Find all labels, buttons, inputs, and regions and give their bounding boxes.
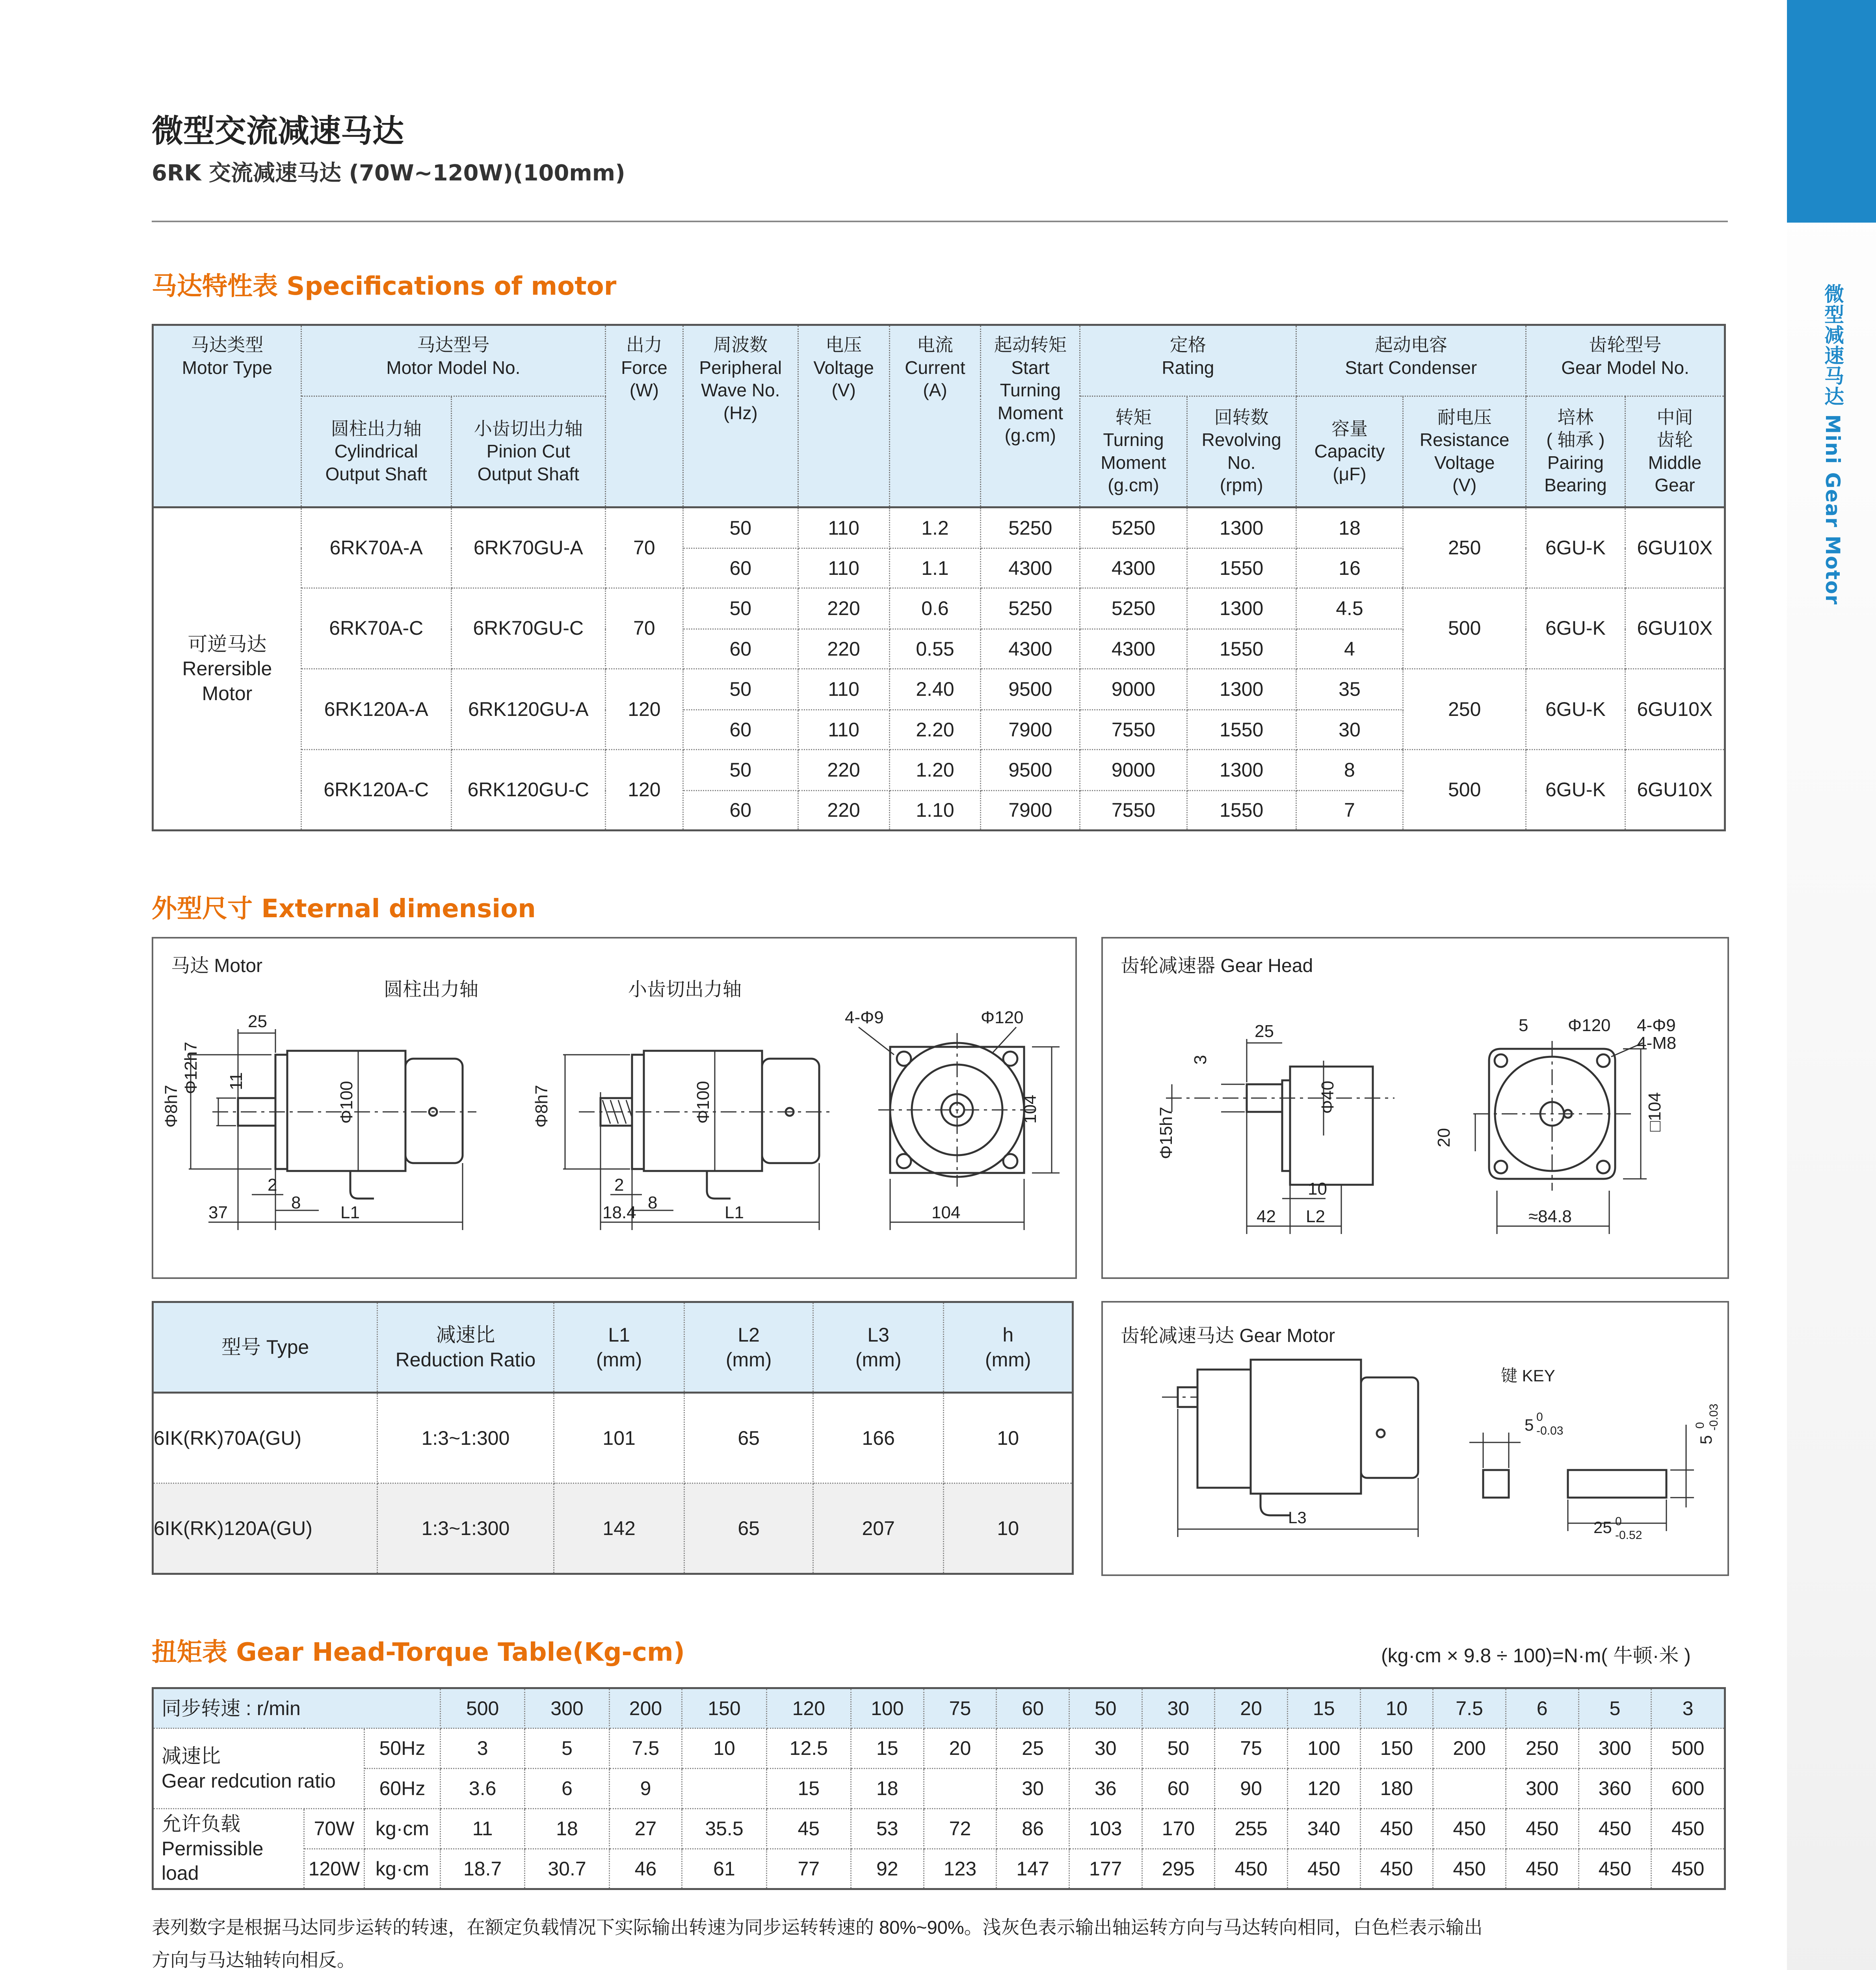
cyl-model: 6RK120A-C xyxy=(301,749,451,830)
pinion-model: 6RK120GU-A xyxy=(451,669,605,749)
hdr-motor-model: 马达型号 Motor Model No. xyxy=(301,325,605,396)
spec-cell: 220 xyxy=(798,629,889,669)
spec-cell: 1300 xyxy=(1187,749,1296,791)
ratio-50-cell: 12.5 xyxy=(766,1728,851,1769)
speed-label: 同步转速 : r/min xyxy=(153,1688,441,1728)
key-h-tol: -0.03 xyxy=(1707,1403,1720,1431)
resistance-voltage: 250 xyxy=(1403,507,1526,588)
note-cn-1: 表列数字是根据马达同步运转的转速，在额定负载情况下实际输出转速为同步运转转速的 80%~90%。浅灰色表示输出轴运转方向与马达转向相同，白色栏表示输出 xyxy=(152,1917,1483,1938)
ratio-60-cell: 120 xyxy=(1287,1769,1360,1809)
spec-cell: 110 xyxy=(798,669,889,710)
dim-phi8-b: Φ8h7 xyxy=(532,1085,551,1128)
dim-18-4: 18.4 xyxy=(602,1203,636,1222)
key-w-zero: 0 xyxy=(1536,1411,1543,1424)
speed-cell: 75 xyxy=(924,1688,997,1728)
hdr-condenser: 起动电容 Start Condenser xyxy=(1296,325,1526,396)
load-70-cell: 450 xyxy=(1360,1809,1433,1849)
spec-cell: 4.5 xyxy=(1296,588,1403,629)
ratio-50-cell: 50 xyxy=(1142,1728,1215,1769)
load-120-cell: 123 xyxy=(924,1849,997,1889)
spec-cell: 1.20 xyxy=(889,749,981,791)
spec-cell: 8 xyxy=(1296,749,1403,791)
dim-phi12: Φ12h7 xyxy=(181,1042,201,1094)
ratio-50-cell: 20 xyxy=(924,1728,997,1769)
key-l-tol: -0.52 xyxy=(1615,1529,1642,1542)
load-120-cell: 30.7 xyxy=(525,1849,609,1889)
key-l: 25 xyxy=(1593,1518,1612,1537)
key-h-zero: 0 xyxy=(1694,1422,1707,1429)
spec-cell: 1550 xyxy=(1187,791,1296,831)
load-70-cell: 18 xyxy=(525,1809,609,1849)
ratio-type: 6IK(RK)120A(GU) xyxy=(153,1483,377,1574)
key-w-tol: -0.03 xyxy=(1536,1424,1564,1437)
spec-cell: 5250 xyxy=(1080,588,1187,629)
spec-cell: 60 xyxy=(683,548,798,588)
table-row xyxy=(153,1769,1725,1809)
hdr-turning-moment: 转矩 Turning Moment (g.cm) xyxy=(1080,396,1187,507)
speed-cell: 200 xyxy=(609,1688,682,1728)
spec-cell: 220 xyxy=(798,588,889,629)
gh-dim-25: 25 xyxy=(1255,1022,1274,1041)
spec-cell: 5250 xyxy=(1080,507,1187,548)
gh-dim-10: 10 xyxy=(1308,1179,1327,1199)
spec-cell: 0.55 xyxy=(889,629,981,669)
spec-cell: 5250 xyxy=(981,507,1080,548)
spec-cell: 7550 xyxy=(1080,791,1187,831)
load-120-cell: 61 xyxy=(682,1849,766,1889)
hdr-middle: 中间 齿轮 Middle Gear xyxy=(1625,396,1725,507)
spec-cell: 60 xyxy=(683,710,798,750)
ratio-50-cell: 15 xyxy=(851,1728,924,1769)
load-120w: 120W xyxy=(304,1849,364,1889)
hdr-start-torque: 起动转矩 Start Turning Moment (g.cm) xyxy=(981,325,1080,507)
middle-gear: 6GU10X xyxy=(1625,749,1725,830)
cyl-shaft-title: 圆柱出力轴 xyxy=(384,979,479,1000)
ratio-hdr-l2: L2 (mm) xyxy=(684,1302,813,1393)
ratio-50-cell: 500 xyxy=(1651,1728,1725,1769)
gear-motor-drawing-panel xyxy=(1101,1301,1729,1576)
dim-8: 8 xyxy=(291,1193,301,1212)
load-120-cell: 18.7 xyxy=(441,1849,525,1889)
motor-drawing xyxy=(153,939,1075,1277)
hz-60: 60Hz xyxy=(364,1769,441,1809)
spec-cell: 50 xyxy=(683,588,798,629)
spec-cell: 1.10 xyxy=(889,791,981,831)
load-120-cell: 147 xyxy=(997,1849,1069,1889)
load-120-cell: 46 xyxy=(609,1849,682,1889)
load-70-cell: 72 xyxy=(924,1809,997,1849)
load-70-cell: 450 xyxy=(1651,1809,1725,1849)
gm-dim-L3: L3 xyxy=(1288,1508,1307,1527)
ratio-cell: 207 xyxy=(813,1483,944,1574)
table-row xyxy=(153,507,1725,548)
pinion-model: 6RK120GU-C xyxy=(451,749,605,830)
ratio-50-cell: 3 xyxy=(441,1728,525,1769)
resistance-voltage: 500 xyxy=(1403,749,1526,830)
ratio-60-cell: 6 xyxy=(525,1769,609,1809)
spec-cell: 220 xyxy=(798,791,889,831)
speed-cell: 100 xyxy=(851,1688,924,1728)
gh-dim-holes: 4-Φ9 xyxy=(1637,1016,1676,1035)
spec-cell: 4 xyxy=(1296,629,1403,669)
speed-cell: 20 xyxy=(1215,1688,1288,1728)
table-row xyxy=(153,1688,1725,1728)
key-h: 5 xyxy=(1697,1435,1715,1444)
spec-cell: 4300 xyxy=(981,548,1080,588)
gh-dim-42: 42 xyxy=(1257,1207,1276,1226)
spec-cell: 2.40 xyxy=(889,669,981,710)
key-l-zero: 0 xyxy=(1615,1515,1622,1528)
spec-cell: 16 xyxy=(1296,548,1403,588)
load-120-cell: 450 xyxy=(1287,1849,1360,1889)
load-120-cell: 450 xyxy=(1579,1849,1651,1889)
spec-cell: 60 xyxy=(683,791,798,831)
ratio-60-cell: 15 xyxy=(766,1769,851,1809)
dim-37: 37 xyxy=(208,1203,228,1222)
side-label xyxy=(1787,284,1876,638)
hdr-voltage: 电压 Voltage (V) xyxy=(798,325,889,507)
speed-cell: 7.5 xyxy=(1433,1688,1506,1728)
load-120-cell: 295 xyxy=(1142,1849,1215,1889)
pinion-model: 6RK70GU-C xyxy=(451,588,605,669)
spec-cell: 220 xyxy=(798,749,889,791)
table-row xyxy=(153,1849,1725,1889)
spec-cell: 110 xyxy=(798,507,889,548)
gh-dim-phi120: Φ120 xyxy=(1568,1016,1611,1035)
gh-dim-m8: 4-M8 xyxy=(1637,1033,1677,1053)
spec-cell: 2.20 xyxy=(889,710,981,750)
ratio-type: 6IK(RK)70A(GU) xyxy=(153,1393,377,1483)
page-subtitle: 6RK 交流减速马达 (70W~120W)(100mm) xyxy=(152,160,625,186)
header-divider xyxy=(152,221,1728,222)
hdr-force: 出力 Force (W) xyxy=(605,325,683,507)
hdr-resistance: 耐电压 Resistance Voltage (V) xyxy=(1403,396,1526,507)
dim-L1-b: L1 xyxy=(725,1203,744,1222)
load-120-cell: 177 xyxy=(1069,1849,1142,1889)
resistance-voltage: 500 xyxy=(1403,588,1526,669)
key-w: 5 xyxy=(1525,1416,1534,1434)
load-70-cell: 53 xyxy=(851,1809,924,1849)
middle-gear: 6GU10X xyxy=(1625,669,1725,749)
gear-motor-panel-label: 齿轮减速马达 Gear Motor xyxy=(1121,1325,1335,1346)
spec-cell: 4300 xyxy=(1080,629,1187,669)
speed-cell: 15 xyxy=(1287,1688,1360,1728)
table-row xyxy=(153,1809,1725,1849)
load-70-cell: 86 xyxy=(997,1809,1069,1849)
spec-cell: 9500 xyxy=(981,669,1080,710)
hdr-cyl-shaft: 圆柱出力轴 Cylindrical Output Shaft xyxy=(301,396,451,507)
load-unit: kg·cm xyxy=(364,1849,441,1889)
spec-cell: 1300 xyxy=(1187,588,1296,629)
spec-cell: 0.6 xyxy=(889,588,981,629)
hdr-wave: 周波数 Peripheral Wave No. (Hz) xyxy=(683,325,798,507)
speed-cell: 30 xyxy=(1142,1688,1215,1728)
hz-50: 50Hz xyxy=(364,1728,441,1769)
gear-motor-drawing xyxy=(1103,1303,1727,1574)
speed-cell: 120 xyxy=(766,1688,851,1728)
load-70-cell: 170 xyxy=(1142,1809,1215,1849)
specs-table xyxy=(152,324,1726,831)
dim-2: 2 xyxy=(268,1175,277,1195)
dim-11: 11 xyxy=(227,1072,246,1090)
table-row xyxy=(153,1483,1073,1574)
ratio-cell: 10 xyxy=(944,1483,1073,1574)
ratio-50-cell: 250 xyxy=(1506,1728,1579,1769)
pinion-model: 6RK70GU-A xyxy=(451,507,605,588)
ratio-60-cell: 60 xyxy=(1142,1769,1215,1809)
reduction-ratio-table xyxy=(152,1301,1074,1575)
pairing-bearing: 6GU-K xyxy=(1526,507,1625,588)
load-120-cell: 77 xyxy=(766,1849,851,1889)
ratio-60-cell: 30 xyxy=(997,1769,1069,1809)
gh-dim-sq104: □104 xyxy=(1645,1092,1664,1132)
ratio-50-cell: 25 xyxy=(997,1728,1069,1769)
ratio-60-cell: 18 xyxy=(851,1769,924,1809)
ratio-50-cell: 300 xyxy=(1579,1728,1651,1769)
gh-dim-3: 3 xyxy=(1191,1055,1210,1065)
load-70-cell: 340 xyxy=(1287,1809,1360,1849)
speed-cell: 10 xyxy=(1360,1688,1433,1728)
ratio-60-cell: 36 xyxy=(1069,1769,1142,1809)
torque-heading: 扭矩表 Gear Head-Torque Table(Kg-cm) xyxy=(152,1638,685,1667)
ratio-50-cell: 7.5 xyxy=(609,1728,682,1769)
torque-formula: (kg·cm × 9.8 ÷ 100)=N·m( 牛顿·米 ) xyxy=(1381,1645,1691,1667)
load-70-cell: 255 xyxy=(1215,1809,1288,1849)
ratio-cell: 1:3~1:300 xyxy=(377,1483,554,1574)
motor-panel-label: 马达 Motor xyxy=(171,955,263,976)
cyl-model: 6RK70A-A xyxy=(301,507,451,588)
cyl-model: 6RK120A-A xyxy=(301,669,451,749)
spec-cell: 7550 xyxy=(1080,710,1187,750)
key-label: 键 KEY xyxy=(1501,1366,1555,1385)
ratio-cell: 10 xyxy=(944,1393,1073,1483)
dim-holes: 4-Φ9 xyxy=(845,1008,884,1027)
table-row xyxy=(153,1393,1073,1483)
speed-cell: 300 xyxy=(525,1688,609,1728)
spec-cell: 7900 xyxy=(981,791,1080,831)
ratio-cell: 142 xyxy=(554,1483,684,1574)
motor-drawing-panel xyxy=(152,937,1077,1279)
load-120-cell: 450 xyxy=(1360,1849,1433,1889)
load-70-cell: 45 xyxy=(766,1809,851,1849)
spec-cell: 30 xyxy=(1296,710,1403,750)
speed-cell: 5 xyxy=(1579,1688,1651,1728)
force: 120 xyxy=(605,669,683,749)
ratio-hdr-type: 型号 Type xyxy=(153,1302,377,1393)
dim-phi8: Φ8h7 xyxy=(162,1085,181,1128)
hdr-gear-model: 齿轮型号 Gear Model No. xyxy=(1526,325,1725,396)
ratio-60-cell: 3.6 xyxy=(441,1769,525,1809)
ratio-50-cell: 100 xyxy=(1287,1728,1360,1769)
spec-cell: 9000 xyxy=(1080,749,1187,791)
ratio-hdr-l1: L1 (mm) xyxy=(554,1302,684,1393)
hdr-capacity: 容量 Capacity (μF) xyxy=(1296,396,1403,507)
load-label: 允许负载 Permissible load xyxy=(153,1809,304,1889)
hdr-revolving: 回转数 Revolving No. (rpm) xyxy=(1187,396,1296,507)
load-70-cell: 27 xyxy=(609,1809,682,1849)
load-120-cell: 450 xyxy=(1215,1849,1288,1889)
ratio-cell: 101 xyxy=(554,1393,684,1483)
spec-cell: 1.2 xyxy=(889,507,981,548)
page-title: 微型交流减速马达 xyxy=(152,113,404,149)
ratio-cell: 166 xyxy=(813,1393,944,1483)
load-120-cell: 450 xyxy=(1506,1849,1579,1889)
dim-L1-a: L1 xyxy=(340,1203,360,1222)
dim-104-v: 104 xyxy=(1021,1095,1040,1124)
force: 70 xyxy=(605,507,683,588)
side-label-text: 微型减速马达 Mini Gear Motor xyxy=(1821,284,1844,606)
speed-cell: 3 xyxy=(1651,1688,1725,1728)
pairing-bearing: 6GU-K xyxy=(1526,588,1625,669)
spec-cell: 1550 xyxy=(1187,710,1296,750)
spec-cell: 110 xyxy=(798,710,889,750)
ratio-60-cell: 600 xyxy=(1651,1769,1725,1809)
dim-2-b: 2 xyxy=(614,1175,624,1195)
cyl-model: 6RK70A-C xyxy=(301,588,451,669)
ratio-cell: 65 xyxy=(684,1483,813,1574)
load-70w: 70W xyxy=(304,1809,364,1849)
dim-phi100: Φ100 xyxy=(337,1081,356,1124)
spec-cell: 1300 xyxy=(1187,507,1296,548)
spec-cell: 7900 xyxy=(981,710,1080,750)
spec-cell: 110 xyxy=(798,548,889,588)
torque-table xyxy=(152,1687,1726,1890)
dimension-heading: 外型尺寸 External dimension xyxy=(152,894,536,924)
pairing-bearing: 6GU-K xyxy=(1526,749,1625,830)
spec-cell: 50 xyxy=(683,669,798,710)
dim-phi120: Φ120 xyxy=(981,1008,1024,1027)
pairing-bearing: 6GU-K xyxy=(1526,669,1625,749)
spec-cell: 4300 xyxy=(981,629,1080,669)
ratio-60-cell: 180 xyxy=(1360,1769,1433,1809)
force: 70 xyxy=(605,588,683,669)
ratio-50-cell: 150 xyxy=(1360,1728,1433,1769)
ratio-50-cell: 30 xyxy=(1069,1728,1142,1769)
hdr-rating: 定格 Rating xyxy=(1080,325,1296,396)
spec-cell: 1550 xyxy=(1187,629,1296,669)
load-70-cell: 35.5 xyxy=(682,1809,766,1849)
ratio-50-cell: 75 xyxy=(1215,1728,1288,1769)
spec-cell: 1300 xyxy=(1187,669,1296,710)
load-unit: kg·cm xyxy=(364,1809,441,1849)
force: 120 xyxy=(605,749,683,830)
spec-cell: 50 xyxy=(683,507,798,548)
hdr-pairing: 培林 ( 轴承 ) Pairing Bearing xyxy=(1526,396,1625,507)
dim-phi100-b: Φ100 xyxy=(694,1081,713,1124)
dim-25: 25 xyxy=(248,1012,267,1031)
ratio-cell: 65 xyxy=(684,1393,813,1483)
pinion-shaft-title: 小齿切出力轴 xyxy=(628,979,742,1000)
ratio-60-cell: 90 xyxy=(1215,1769,1288,1809)
side-tab xyxy=(1787,0,1876,223)
speed-cell: 150 xyxy=(682,1688,766,1728)
spec-cell: 18 xyxy=(1296,507,1403,548)
spec-cell: 9500 xyxy=(981,749,1080,791)
gh-dim-20: 20 xyxy=(1434,1128,1454,1147)
ratio-50-cell: 10 xyxy=(682,1728,766,1769)
gh-dim-5: 5 xyxy=(1519,1016,1528,1035)
spec-cell: 1.1 xyxy=(889,548,981,588)
hdr-current: 电流 Current (A) xyxy=(889,325,981,507)
speed-cell: 6 xyxy=(1506,1688,1579,1728)
speed-cell: 60 xyxy=(997,1688,1069,1728)
gh-dim-L2: L2 xyxy=(1306,1207,1325,1226)
spec-cell: 5250 xyxy=(981,588,1080,629)
load-70-cell: 103 xyxy=(1069,1809,1142,1849)
ratio-60-cell: 300 xyxy=(1506,1769,1579,1809)
spec-cell: 4300 xyxy=(1080,548,1187,588)
gh-dim-phi40: Φ40 xyxy=(1318,1080,1337,1114)
gear-head-drawing-panel xyxy=(1101,937,1729,1279)
dim-8-b: 8 xyxy=(648,1193,658,1212)
load-70-cell: 450 xyxy=(1433,1809,1506,1849)
resistance-voltage: 250 xyxy=(1403,669,1526,749)
gear-head-panel-label: 齿轮减速器 Gear Head xyxy=(1121,955,1313,976)
ratio-60-cell: 9 xyxy=(609,1769,682,1809)
ratio-60-cell: 360 xyxy=(1579,1769,1651,1809)
load-120-cell: 450 xyxy=(1651,1849,1725,1889)
spec-cell: 35 xyxy=(1296,669,1403,710)
note-cn-2: 方向与马达轴转向相反。 xyxy=(152,1950,355,1970)
load-120-cell: 92 xyxy=(851,1849,924,1889)
ratio-50-cell: 200 xyxy=(1433,1728,1506,1769)
spec-cell: 50 xyxy=(683,749,798,791)
speed-cell: 500 xyxy=(441,1688,525,1728)
spec-cell: 7 xyxy=(1296,791,1403,831)
load-70-cell: 450 xyxy=(1506,1809,1579,1849)
table-row xyxy=(153,1728,1725,1769)
ratio-cell: 1:3~1:300 xyxy=(377,1393,554,1483)
spec-cell: 60 xyxy=(683,629,798,669)
dim-104-h: 104 xyxy=(931,1203,961,1222)
ratio-hdr-ratio: 减速比 Reduction Ratio xyxy=(377,1302,554,1393)
middle-gear: 6GU10X xyxy=(1625,588,1725,669)
ratio-hdr-l3: L3 (mm) xyxy=(813,1302,944,1393)
speed-cell: 50 xyxy=(1069,1688,1142,1728)
ratio-hdr-h: h (mm) xyxy=(944,1302,1073,1393)
gh-dim-phi15: Φ15h7 xyxy=(1156,1107,1176,1159)
hdr-motor-type: 马达类型 Motor Type xyxy=(153,325,301,507)
motor-type-cell: 可逆马达 Rerersible Motor xyxy=(153,507,301,830)
gear-head-drawing xyxy=(1103,939,1727,1277)
load-70-cell: 450 xyxy=(1579,1809,1651,1849)
middle-gear: 6GU10X xyxy=(1625,507,1725,588)
load-70-cell: 11 xyxy=(441,1809,525,1849)
ratio-60-cell xyxy=(1433,1769,1506,1809)
ratio-50-cell: 5 xyxy=(525,1728,609,1769)
load-120-cell: 450 xyxy=(1433,1849,1506,1889)
ratio-label: 减速比 Gear redcution ratio xyxy=(153,1728,364,1809)
table-row xyxy=(153,749,1725,791)
hdr-pinion-shaft: 小齿切出力轴 Pinion Cut Output Shaft xyxy=(451,396,605,507)
gh-dim-84-8: ≈84.8 xyxy=(1528,1207,1572,1226)
spec-cell: 9000 xyxy=(1080,669,1187,710)
specs-heading: 马达特性表 Specifications of motor xyxy=(152,272,617,301)
spec-cell: 1550 xyxy=(1187,548,1296,588)
table-row xyxy=(153,669,1725,710)
ratio-60-cell xyxy=(682,1769,766,1809)
table-row xyxy=(153,588,1725,629)
ratio-60-cell xyxy=(924,1769,997,1809)
